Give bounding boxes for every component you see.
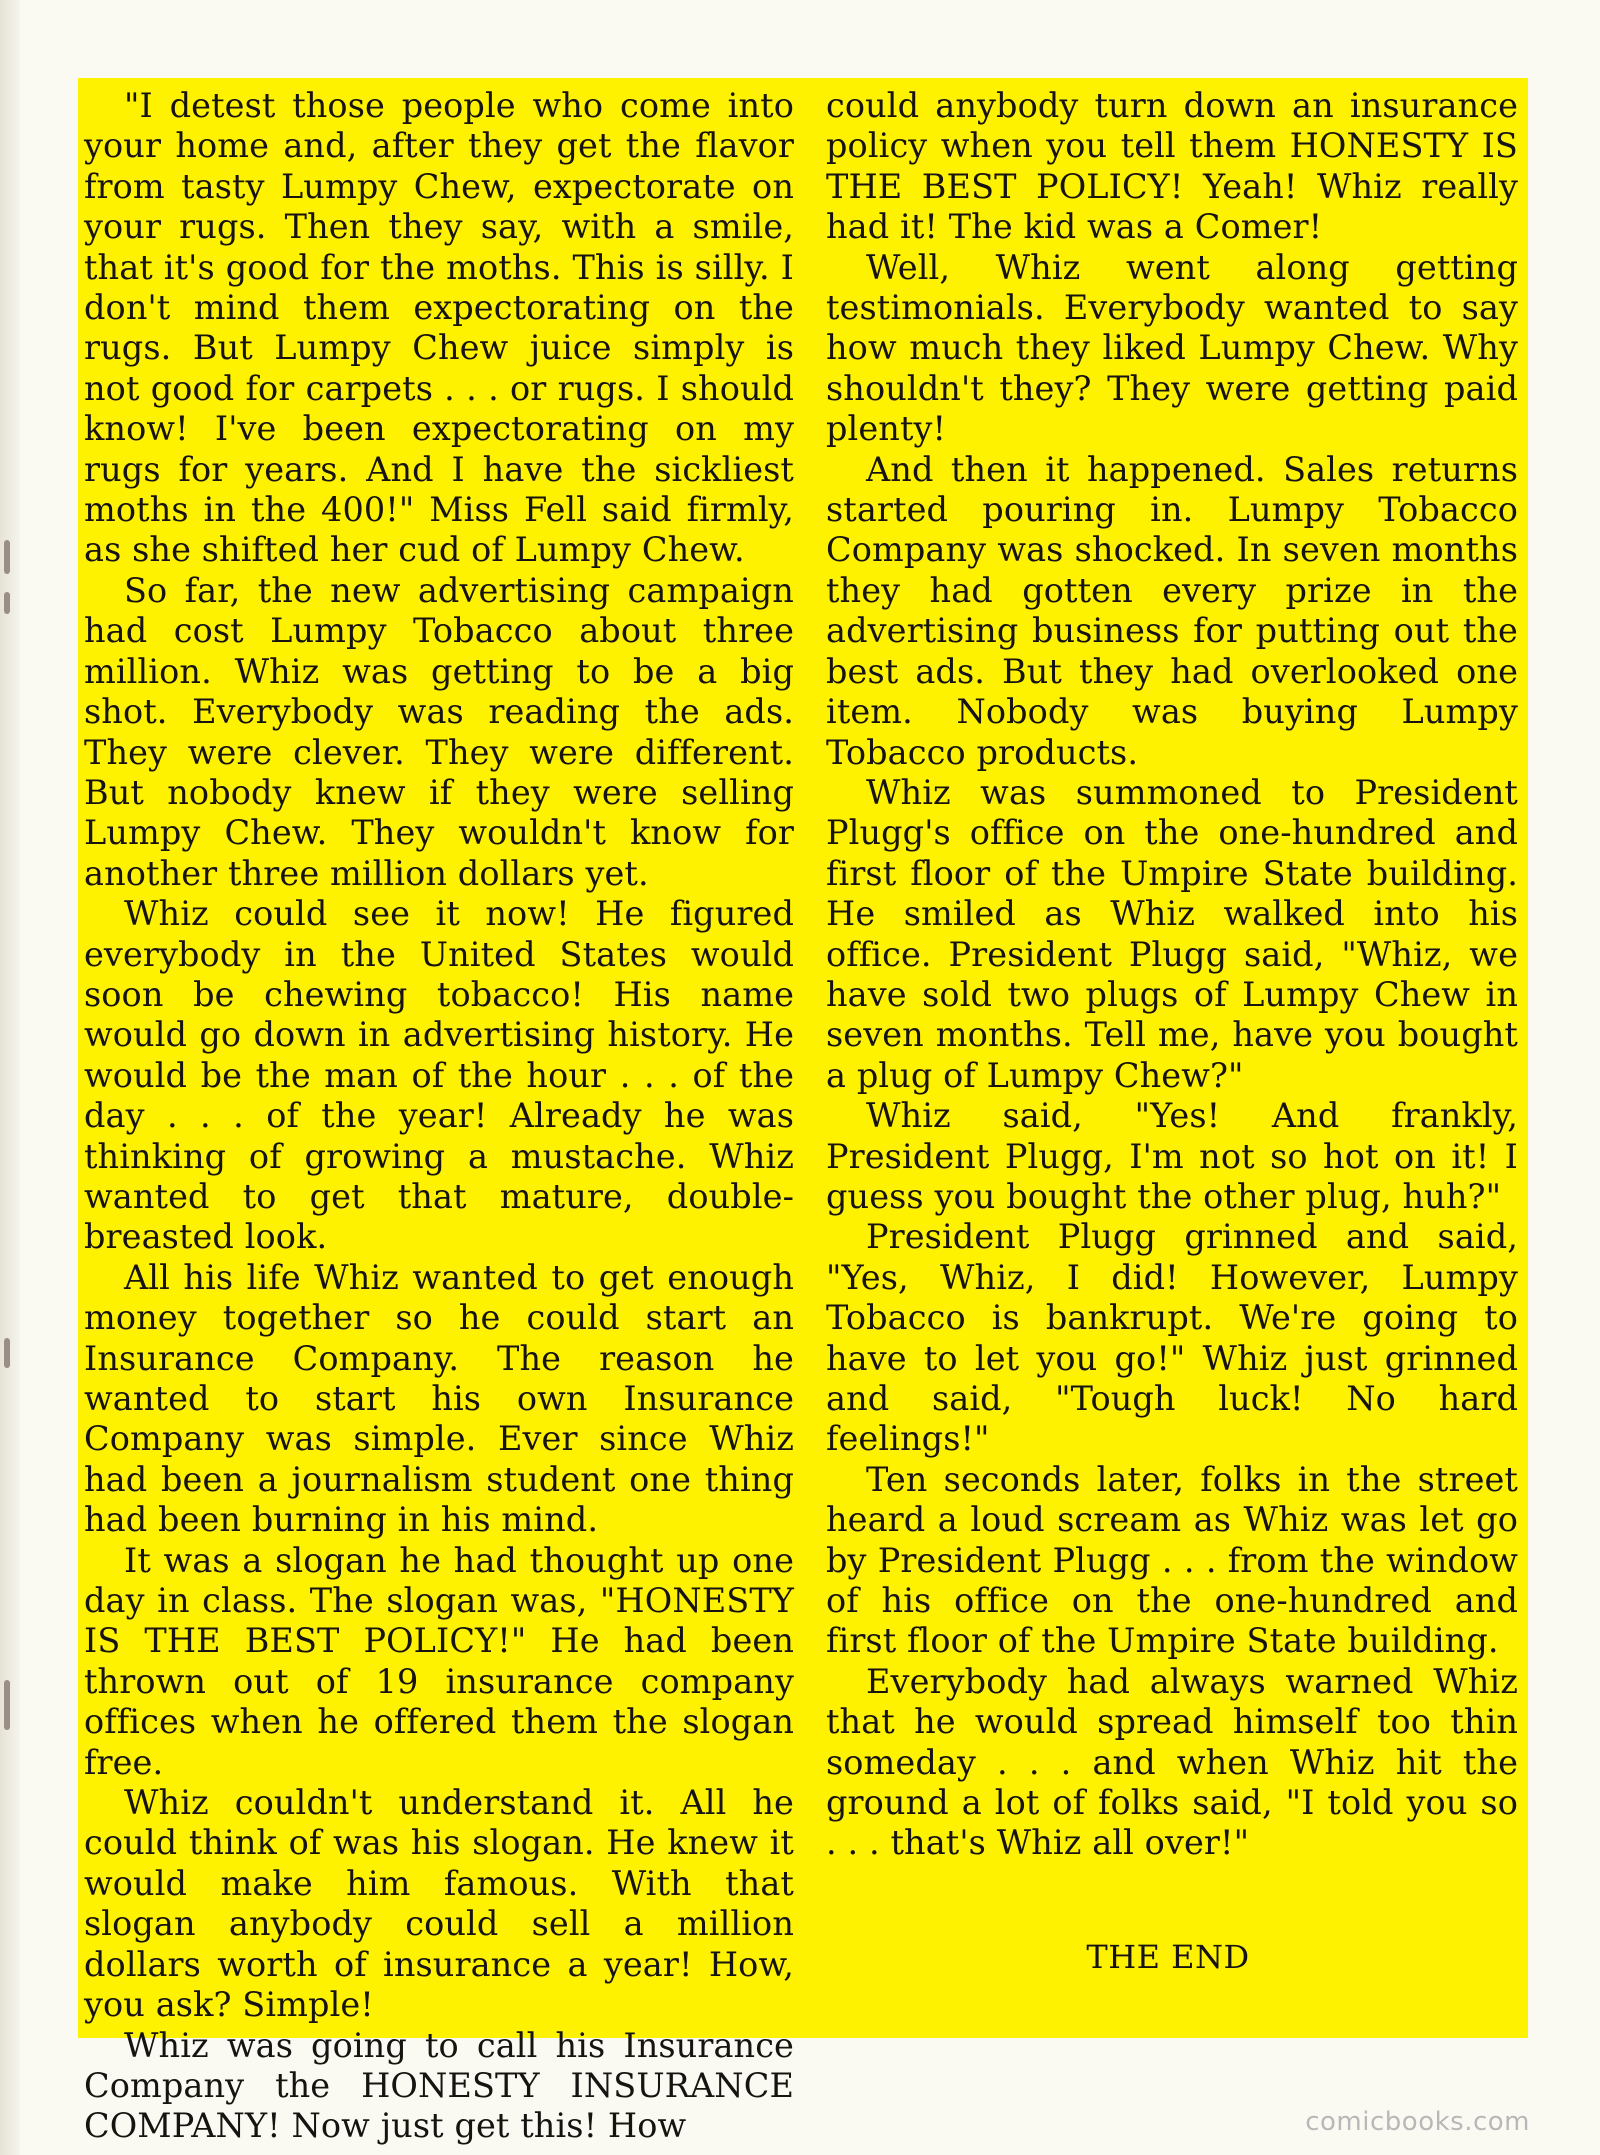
- paragraph: And then it happened. Sales returns started pouring in. Lumpy Tobacco Company was shocked. In seven months they had gotten every prize in the advertising business for putting out the best ads. But they had overlooked one item. Nobody was buying Lumpy Tobacco products.: [826, 449, 1518, 772]
- text-column-left: [78, 78, 808, 2146]
- paragraph: Well, Whiz went along getting testimonials. Everybody wanted to say how much they liked Lumpy Chew. Why shouldn't they? They were getting paid plenty!: [826, 247, 1518, 449]
- paragraph: It was a slogan he had thought up one day in class. The slogan was, "HONESTY IS THE BEST POLICY!" He had been thrown out of 19 insurance company offices when he offered them the slogan free.: [84, 1540, 794, 1782]
- binding-mark: [4, 1338, 10, 1368]
- paragraph: President Plugg grinned and said, "Yes, Whiz, I did! However, Lumpy Tobacco is bankrupt. We're going to have to let you go!" Whiz just grinned and said, "Tough luck! No hard feelings!": [826, 1217, 1518, 1459]
- paragraph: Whiz could see it now! He figured everybody in the United States would soon be chewing tobacco! His name would go down in advertising history. He would be the man of the hour . . . of the day . . . of the year! Already he was thinking of growing a mustache. Whiz wanted to get that mature, double-breasted look.: [84, 894, 794, 1257]
- paragraph: "I detest those people who come into your home and, after they get the flavor from tasty Lumpy Chew, expectorate on your rugs. Then they say, with a smile, that it's good for the moths. This is silly. I don't mind them expectorating on the rugs. But Lumpy Chew juice simply is not good for carpets . . . or rugs. I should know! I've been expectorating on my rugs for years. And I have the sickliest moths in the 400!" Miss Fell said firmly, as she shifted her cud of Lumpy Chew.: [84, 86, 794, 570]
- paragraph: So far, the new advertising campaign had cost Lumpy Tobacco about three million. Whiz was getting to be a big shot. Everybody was reading the ads. They were clever. They were different. But nobody knew if they were selling Lumpy Chew. They wouldn't know for another three million dollars yet.: [84, 570, 794, 893]
- binding-mark: [4, 540, 10, 574]
- paragraph: Whiz couldn't understand it. All he could think of was his slogan. He knew it would make him famous. With that slogan anybody could sell a million dollars worth of insurance a year! How, you ask? Simple!: [84, 1783, 794, 2025]
- paragraph: Whiz said, "Yes! And frankly, President Plugg, I'm not so hot on it! I guess you bought the other plug, huh?": [826, 1096, 1518, 1216]
- binding-mark: [4, 1680, 10, 1730]
- paragraph: Ten seconds later, folks in the street heard a loud scream as Whiz was let go by President Plugg . . . from the window of his office on the one-hundred and first floor of the Umpire State building.: [826, 1459, 1518, 1661]
- paragraph: All his life Whiz wanted to get enough money together so he could start an Insurance Company. The reason he wanted to start his own Insurance Company was simple. Ever since Whiz had been a journalism student one thing had been burning in his mind.: [84, 1257, 794, 1540]
- paragraph: Whiz was going to call his Insurance Company the HONESTY INSURANCE COMPANY! Now just get this! How: [84, 2025, 794, 2146]
- paragraph: Whiz was summoned to President Plugg's office on the one-hundred and first floor of the Umpire State building. He smiled as Whiz walked into his office. President Plugg said, "Whiz, we have sold two plugs of Lumpy Chew in seven months. Tell me, have you bought a plug of Lumpy Chew?": [826, 772, 1518, 1095]
- the-end-label: THE END: [1086, 1938, 1250, 1976]
- watermark: comicbooks.com: [1305, 2107, 1530, 2137]
- text-column-right: [808, 78, 1528, 2038]
- page-binding-edge: [0, 0, 20, 2155]
- paragraph: could anybody turn down an insurance policy when you tell them HONESTY IS THE BEST POLICY! Yeah! Whiz really had it! The kid was a Comer!: [826, 86, 1518, 247]
- paragraph: Everybody had always warned Whiz that he would spread himself too thin someday . . . and when Whiz hit the ground a lot of folks said, "I told you so . . . that's Whiz all over!": [826, 1661, 1518, 1863]
- binding-mark: [4, 592, 10, 614]
